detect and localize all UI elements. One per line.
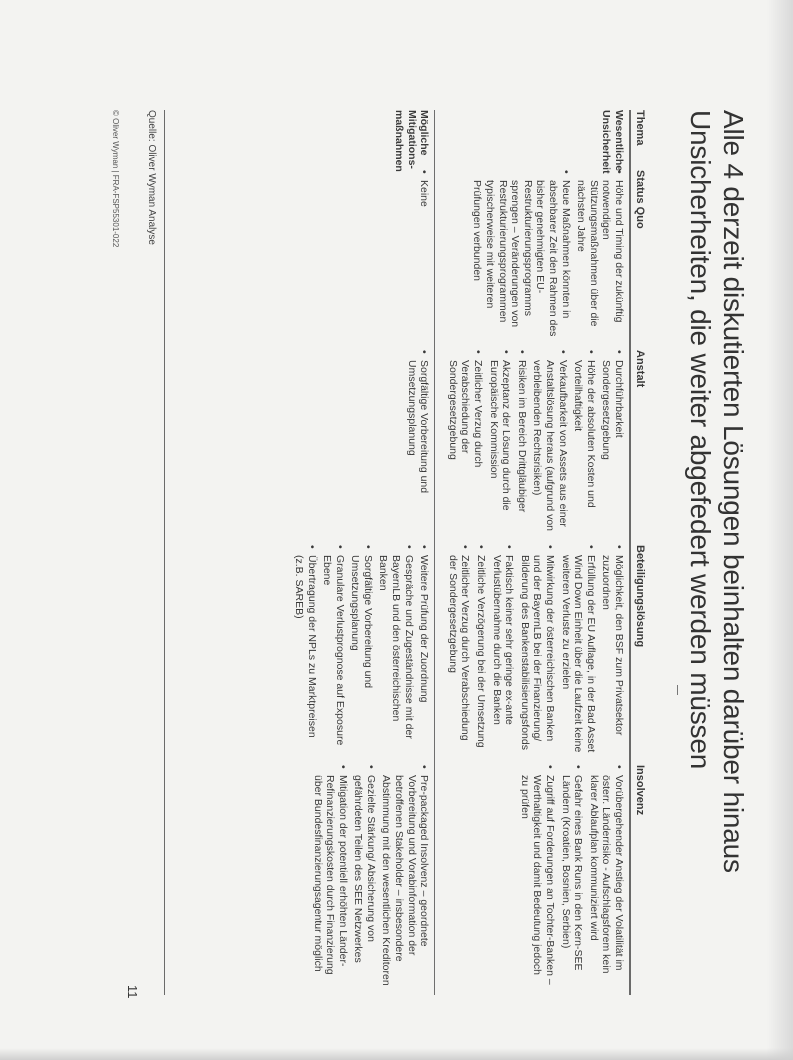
bullet-item: • Durchführbarkeit Sondergesetzgebung [600, 350, 625, 537]
bullet-item: • Verkaufbarkeit von Assets aus einer Anstaltslösung heraus (aufgrund von verbleibenden Rechtsrisiken) [531, 350, 569, 537]
bullet-item: • Zugriff auf Forderungen an Tochter-Banken – Werthaltigkeit und damit Bedeutung jedoch zu prüfen [518, 765, 556, 987]
copyright-note: © Oliver Wyman | FRA-FSP55301-022 [111, 110, 120, 248]
bullet-item: • Sorgfältige Vorbereitung und Umsetzungsplanung [349, 545, 374, 757]
bullet-item: • Höhe und Timing der zukünftig notwendigen Stützungsmaßnahmen über die nächsten Jahre [575, 170, 625, 342]
cell-status-quo [283, 170, 434, 350]
header-insolvenz: Insolvenz [630, 765, 648, 995]
bullet-item: • Zeitlicher Verzug durch Verabschiedung der Sondergesetzgebung [446, 350, 484, 537]
bullet-item: • Akzeptanz der Lösung durch die Europäische Kommission [487, 350, 512, 537]
header-thema: Thema [630, 110, 648, 170]
header-status-quo: Status Quo [630, 170, 648, 350]
cell-insolvenz [435, 765, 630, 995]
bullet-item: • Mitwirkung der österreichischen Banken und der BayernLB bei der Finanzierung/ Bilderung des Bankenstabilisierungsfonds [518, 545, 556, 757]
table-row-unsicherheit [435, 110, 630, 995]
bullet-item: • Gezielte Stärkung/ Absicherung von gefährdeten Teilen des SEE Netzwerkes [352, 765, 377, 987]
bullet-item: • Höhe der absoluten Kosten und Vorteilhaftigkeit [572, 350, 597, 537]
page-number: 11 [125, 985, 140, 999]
scan-shadow-right [767, 0, 793, 1060]
bullet-item: • Gespräche und Zugeständnisse mit der BayernLB und den österreichischen Banken [377, 545, 415, 757]
header-beteiligungsloesung: Beteiligungslösung [630, 545, 648, 765]
scan-mark [677, 685, 678, 695]
page-title: Alle 4 derzeit diskutierten Lösungen beinhalten darüber hinaus Unsicherheiten, die weiter abgefedert werden müssen [685, 110, 749, 873]
cell-insolvenz [283, 765, 434, 995]
row-label: Mögliche Mitigations-maßnahmen [393, 110, 431, 172]
cell-beteiligungsloesung [283, 545, 434, 765]
bullet-item: • Vorübergehender Anstieg der Volatilität im österr. Länderrisiko - Aufschlagsforem kein klarer Ablaufplan kommuniziert wird [587, 765, 625, 987]
bullet-item: • Weitere Prüfung der Zuordnung [418, 545, 431, 757]
bullet-item: • Pre-packaged Insolvenz – geordnete Vorbereitung und Vorabinformation der betroffenen Stakeholder – insbesondere Abstimmung mit den wesentlichen Kreditoren [380, 765, 430, 987]
scan-shadow-bottom [0, 1048, 793, 1060]
bullet-item: • Sorgfältige Vorbereitung und Umsetzungsplanung [405, 350, 430, 537]
bullet-item: • Neue Maßnahmen könnten in absehbarer Zeit den Rahmen des bisher genehmigten EU-Restrukturierungsprogramms sprengen – Veränderungen von Restrukturierungsprogrammen typischerweise mit weiteren Prüfungen verbunden [471, 170, 572, 342]
bullet-item: • Gefahr eines Bank Runs in den Kern-SEE Ländern (Kroatien, Bosnien, Serbien) [559, 765, 584, 987]
bullet-item: • Faktisch keiner sehr geringe ex-ante Verlustübernahme durch die Banken [490, 545, 515, 757]
table-header-row [630, 110, 648, 995]
rotated-slide-page [40, 25, 760, 1035]
cell-anstalt [435, 350, 630, 545]
bullet-item: • Granulare Verlustprognose auf Exposure Ebene [321, 545, 346, 757]
footer-divider [164, 110, 165, 995]
table-row-mitigation [283, 110, 434, 995]
cell-status-quo [435, 170, 630, 350]
bullet-item: • Mitigation der potentiell erhöhten Länder-Refinanzierungskosten durch Finanzierung über Bundesfinanzierungsagentur möglich [311, 765, 349, 987]
row-label: Wesentliche Unsicherheit [435, 110, 630, 170]
comparison-table [283, 110, 648, 995]
cell-anstalt [283, 350, 434, 545]
bullet-item: • Erfüllung der EU Auflage, in der Bad Asset Wind Down Einheit über die Laufzeit keine weiteren Verluste zu erzielen [559, 545, 597, 757]
bullet-item: • Möglichkeit, den BSF zum Privatsektor zuzuordnen [600, 545, 625, 757]
bullet-item: • Zeitliche Verzögerung bei der Umsetzung [474, 545, 487, 757]
cell-beteiligungsloesung [435, 545, 630, 765]
bullet-item: • Übertragung der NPLs zu Marktpreisen (z.B. SAREB) [292, 545, 317, 757]
bullet-item: • Keine [418, 170, 431, 342]
bullet-item: • Risiken im Bereich Drittgläubiger [515, 350, 528, 537]
source-note: Quelle: Oliver Wyman Analyse [146, 110, 157, 245]
header-anstalt: Anstalt [630, 350, 648, 545]
bullet-item: • Zeitlicher Verzug durch Verabschiedung der Sondergesetzgebung [446, 545, 471, 757]
